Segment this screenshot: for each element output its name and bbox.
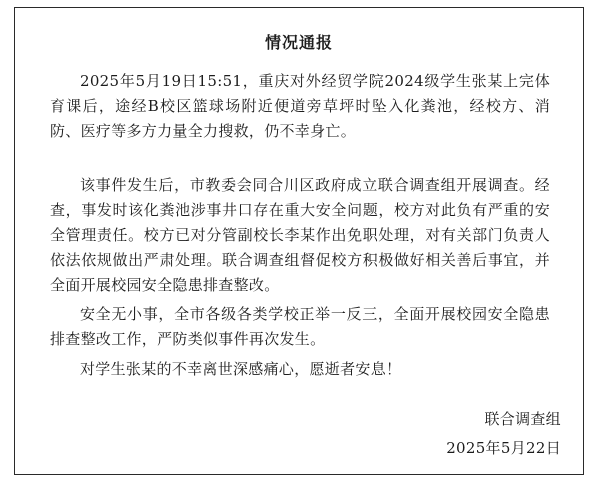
paragraph-condolence: 对学生张某的不幸离世深感痛心，愿逝者安息！ <box>80 360 402 378</box>
signature-organization: 联合调查组 <box>484 410 561 428</box>
signature-date: 2025年5月22日 <box>446 439 561 457</box>
page-title: 情况通报 <box>264 33 333 52</box>
paragraph-incident: 2025年5月19日15:51，重庆对外经贸学院2024级学生张某上完体育课后，途经B校区篮球场附近便道旁草坪时坠入化粪池，经校方、消防、医疗等多方力量全力搜救，仍不幸身亡。 <box>50 72 550 140</box>
notice-document <box>14 7 584 475</box>
paragraph-investigation: 该事件发生后，市教委会同合川区政府成立联合调查组开展调查。经查，事发时该化粪池涉事井口存在重大安全问题，校方对此负有严重的安全管理责任。校方已对分管副校长李某作出免职处理，对有关部门负责人依法依规做出严肃处理。联合调查组督促校方积极做好相关善后事宜，并全面开展校园安全隐患排查整改。 <box>50 176 550 294</box>
paragraph-safety: 安全无小事，全市各级各类学校正举一反三，全面开展校园安全隐患排查整改工作，严防类似事件再次发生。 <box>50 305 550 348</box>
